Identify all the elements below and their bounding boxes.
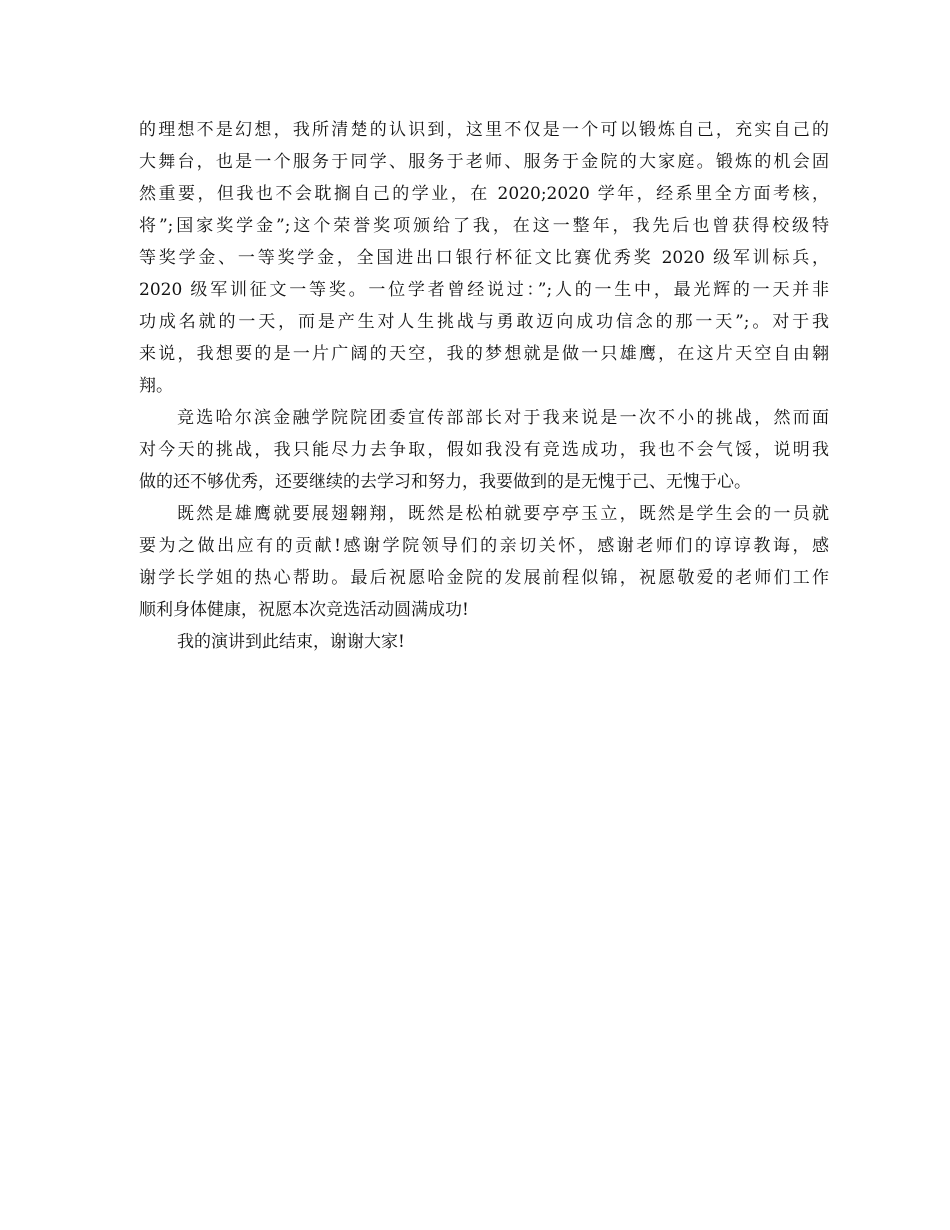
- paragraph-line: 等奖学金、一等奖学金，全国进出口银行杯征文比赛优秀奖 2020 级军训标兵，: [139, 248, 829, 268]
- paragraph-line: 然重要，但我也不会耽搁自己的学业，在 2020;2020 学年，经系里全方面考核，: [139, 184, 829, 204]
- paragraph-line: 大舞台，也是一个服务于同学、服务于老师、服务于金院的大家庭。锻炼的机会固: [139, 152, 829, 172]
- paragraph-line: 翔。: [139, 376, 173, 396]
- paragraph-line: 顺利身体健康，祝愿本次竞选活动圆满成功!: [139, 600, 469, 620]
- paragraph-line: 对今天的挑战，我只能尽力去争取，假如我没有竞选成功，我也不会气馁，说明我: [139, 440, 829, 460]
- document-body: [139, 114, 829, 658]
- paragraph-line: 既然是雄鹰就要展翅翱翔，既然是松柏就要亭亭玉立，既然是学生会的一员就: [177, 504, 829, 524]
- paragraph-line: 谢学长学姐的热心帮助。最后祝愿哈金院的发展前程似锦，祝愿敬爱的老师们工作: [139, 568, 829, 588]
- paragraph-line: 竞选哈尔滨金融学院院团委宣传部部长对于我来说是一次不小的挑战，然而面: [177, 408, 829, 428]
- paragraph-line: 我的演讲到此结束，谢谢大家!: [177, 632, 405, 652]
- paragraph-line: 要为之做出应有的贡献!感谢学院领导们的亲切关怀，感谢老师们的谆谆教诲，感: [139, 536, 829, 556]
- paragraph-line: 2020 级军训征文一等奖。一位学者曾经说过：”;人的一生中，最光辉的一天并非: [139, 280, 829, 300]
- paragraph-line: 做的还不够优秀，还要继续的去学习和努力，我要做到的是无愧于己、无愧于心。: [139, 472, 751, 492]
- paragraph-line: 功成名就的一天，而是产生对人生挑战与勇敢迈向成功信念的那一天”;。对于我: [139, 312, 829, 332]
- paragraph-line: 将”;国家奖学金”;这个荣誉奖项颁给了我，在这一整年，我先后也曾获得校级特: [139, 216, 829, 236]
- paragraph-line: 的理想不是幻想，我所清楚的认识到，这里不仅是一个可以锻炼自己，充实自己的: [139, 120, 829, 140]
- paragraph-line: 来说，我想要的是一片广阔的天空，我的梦想就是做一只雄鹰，在这片天空自由翱: [139, 344, 829, 364]
